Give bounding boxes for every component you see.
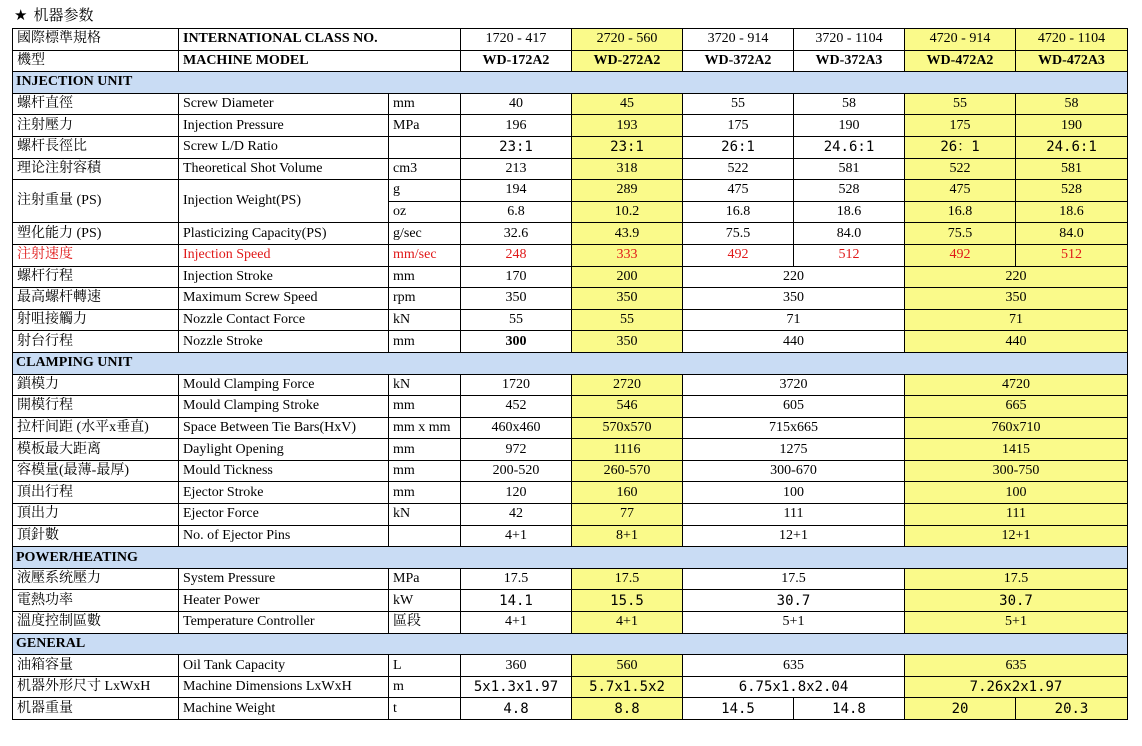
row-label-en: No. of Ejector Pins: [179, 525, 389, 547]
unit-cell: MPa: [389, 568, 461, 590]
value-cell: 522: [905, 158, 1016, 180]
row-label-en: Machine Weight: [179, 698, 389, 720]
value-cell: 333: [572, 244, 683, 266]
unit-cell: mm/sec: [389, 244, 461, 266]
value-cell: 17.5: [905, 568, 1128, 590]
row-label-en: Screw L/D Ratio: [179, 136, 389, 158]
value-cell: 512: [1016, 244, 1128, 266]
value-cell: 12+1: [683, 525, 905, 547]
row-label-en: Machine Dimensions LxWxH: [179, 676, 389, 698]
row-label-cn: 理论注射容積: [13, 158, 179, 180]
value-cell: 4+1: [461, 612, 572, 634]
value-cell: 2720: [572, 374, 683, 396]
row-label-cn: 注射壓力: [13, 115, 179, 137]
value-cell: 492: [905, 244, 1016, 266]
value-cell: 318: [572, 158, 683, 180]
unit-cell: g/sec: [389, 223, 461, 245]
row-label-cn: 電熱功率: [13, 590, 179, 612]
value-cell: 715x665: [683, 417, 905, 439]
row-label-cn: 模板最大距离: [13, 439, 179, 461]
row-label-en: MACHINE MODEL: [179, 50, 461, 72]
value-cell: 18.6: [1016, 201, 1128, 223]
value-cell: 546: [572, 396, 683, 418]
row-nozzle-stroke: [13, 331, 1128, 353]
row-label-en: Injection Speed: [179, 244, 389, 266]
value-cell: 71: [905, 309, 1128, 331]
section-title: POWER/HEATING: [13, 547, 1128, 569]
value-cell: 55: [572, 309, 683, 331]
unit-cell: kN: [389, 309, 461, 331]
row-label-en: Screw Diameter: [179, 93, 389, 115]
value-cell: 350: [572, 288, 683, 310]
unit-cell: [389, 136, 461, 158]
row-label-en: Daylight Opening: [179, 439, 389, 461]
value-cell: 42: [461, 504, 572, 526]
model-cell: WD-172A2: [461, 50, 572, 72]
value-cell: 570x570: [572, 417, 683, 439]
value-cell: 440: [683, 331, 905, 353]
value-cell: 360: [461, 655, 572, 677]
unit-cell: [389, 525, 461, 547]
value-cell: 260-570: [572, 460, 683, 482]
row-label-cn: 溫度控制區數: [13, 612, 179, 634]
row-label-cn: 机器重量: [13, 698, 179, 720]
row-label-cn: 射咀接觸力: [13, 309, 179, 331]
value-cell: 175: [905, 115, 1016, 137]
class-cell: 3720 - 1104: [794, 29, 905, 51]
value-cell: 20: [905, 698, 1016, 720]
value-cell: 58: [794, 93, 905, 115]
row-label-en: Nozzle Contact Force: [179, 309, 389, 331]
row-nozzle-force: [13, 309, 1128, 331]
row-label-en: Plasticizing Capacity(PS): [179, 223, 389, 245]
value-cell: 220: [905, 266, 1128, 288]
row-temp-controller: [13, 612, 1128, 634]
unit-cell: mm: [389, 482, 461, 504]
value-cell: 84.0: [1016, 223, 1128, 245]
unit-cell: kN: [389, 374, 461, 396]
value-cell: 100: [683, 482, 905, 504]
row-plasticizing: [13, 223, 1128, 245]
value-cell: 512: [794, 244, 905, 266]
row-label-cn: 液壓系统壓力: [13, 568, 179, 590]
value-cell: 475: [683, 180, 794, 202]
row-label-en: Oil Tank Capacity: [179, 655, 389, 677]
unit-cell: mm: [389, 396, 461, 418]
value-cell: 5+1: [905, 612, 1128, 634]
row-dimensions: [13, 676, 1128, 698]
unit-cell: t: [389, 698, 461, 720]
row-clamping-stroke: [13, 396, 1128, 418]
value-cell: 4+1: [572, 612, 683, 634]
row-label-en: Injection Weight(PS): [179, 180, 389, 223]
value-cell: 26:1: [683, 136, 794, 158]
value-cell: 665: [905, 396, 1128, 418]
value-cell: 560: [572, 655, 683, 677]
model-cell: WD-272A2: [572, 50, 683, 72]
class-cell: 4720 - 1104: [1016, 29, 1128, 51]
value-cell: 75.5: [905, 223, 1016, 245]
value-cell: 40: [461, 93, 572, 115]
row-label-en: Maximum Screw Speed: [179, 288, 389, 310]
unit-cell: kN: [389, 504, 461, 526]
model-cell: WD-472A3: [1016, 50, 1128, 72]
value-cell: 43.9: [572, 223, 683, 245]
section-title: CLAMPING UNIT: [13, 352, 1128, 374]
unit-cell: oz: [389, 201, 461, 223]
value-cell: 175: [683, 115, 794, 137]
unit-cell: MPa: [389, 115, 461, 137]
value-cell: 30.7: [683, 590, 905, 612]
row-injection-speed: [13, 244, 1128, 266]
unit-cell: mm: [389, 460, 461, 482]
value-cell: 196: [461, 115, 572, 137]
section-clamping: [13, 352, 1128, 374]
row-label-en: Space Between Tie Bars(HxV): [179, 417, 389, 439]
row-max-screw-speed: [13, 288, 1128, 310]
value-cell: 635: [905, 655, 1128, 677]
value-cell: 14.1: [461, 590, 572, 612]
row-label-cn: 塑化能力 (PS): [13, 223, 179, 245]
value-cell: 58: [1016, 93, 1128, 115]
value-cell: 23:1: [461, 136, 572, 158]
value-cell: 300-750: [905, 460, 1128, 482]
row-label-cn: 機型: [13, 50, 179, 72]
value-cell: 475: [905, 180, 1016, 202]
unit-cell: L: [389, 655, 461, 677]
value-cell: 111: [683, 504, 905, 526]
value-cell: 289: [572, 180, 683, 202]
value-cell: 84.0: [794, 223, 905, 245]
value-cell: 300: [461, 331, 572, 353]
value-cell: 5.7x1.5x2: [572, 676, 683, 698]
row-label-cn: 頂針數: [13, 525, 179, 547]
unit-cell: cm3: [389, 158, 461, 180]
row-label-cn: 國際標準規格: [13, 29, 179, 51]
value-cell: 15.5: [572, 590, 683, 612]
value-cell: 1415: [905, 439, 1128, 461]
class-cell: 4720 - 914: [905, 29, 1016, 51]
section-title: INJECTION UNIT: [13, 72, 1128, 94]
row-heater-power: [13, 590, 1128, 612]
row-ejector-stroke: [13, 482, 1128, 504]
value-cell: 1720: [461, 374, 572, 396]
row-ejector-force: [13, 504, 1128, 526]
value-cell: 350: [461, 288, 572, 310]
value-cell: 581: [794, 158, 905, 180]
unit-cell: mm: [389, 439, 461, 461]
value-cell: 100: [905, 482, 1128, 504]
row-clamping-force: [13, 374, 1128, 396]
unit-cell: kW: [389, 590, 461, 612]
row-label-en: Theoretical Shot Volume: [179, 158, 389, 180]
row-label-en: Ejector Force: [179, 504, 389, 526]
value-cell: 8.8: [572, 698, 683, 720]
unit-cell: mm: [389, 266, 461, 288]
unit-cell: mm: [389, 331, 461, 353]
value-cell: 71: [683, 309, 905, 331]
value-cell: 4.8: [461, 698, 572, 720]
row-label-en: Temperature Controller: [179, 612, 389, 634]
value-cell: 111: [905, 504, 1128, 526]
value-cell: 300-670: [683, 460, 905, 482]
model-cell: WD-372A2: [683, 50, 794, 72]
value-cell: 18.6: [794, 201, 905, 223]
value-cell: 24.6:1: [794, 136, 905, 158]
row-label-cn: 注射速度: [13, 244, 179, 266]
value-cell: 77: [572, 504, 683, 526]
value-cell: 23:1: [572, 136, 683, 158]
value-cell: 7.26x2x1.97: [905, 676, 1128, 698]
row-label-cn: 螺杆行程: [13, 266, 179, 288]
value-cell: 6.8: [461, 201, 572, 223]
value-cell: 350: [572, 331, 683, 353]
row-label-cn: 螺杆直徑: [13, 93, 179, 115]
value-cell: 350: [905, 288, 1128, 310]
row-weight: [13, 698, 1128, 720]
row-ld-ratio: [13, 136, 1128, 158]
unit-cell: g: [389, 180, 461, 202]
value-cell: 460x460: [461, 417, 572, 439]
value-cell: 55: [683, 93, 794, 115]
value-cell: 528: [1016, 180, 1128, 202]
row-label-cn: 開模行程: [13, 396, 179, 418]
unit-cell: mm: [389, 93, 461, 115]
model-row: [13, 50, 1128, 72]
row-ejector-pins: [13, 525, 1128, 547]
row-label-cn: 最高螺杆轉速: [13, 288, 179, 310]
page-heading: [14, 4, 93, 26]
row-injection-weight-g: [13, 180, 1128, 202]
value-cell: 440: [905, 331, 1128, 353]
value-cell: 17.5: [683, 568, 905, 590]
class-row: [13, 29, 1128, 51]
value-cell: 6.75x1.8x2.04: [683, 676, 905, 698]
value-cell: 17.5: [572, 568, 683, 590]
page-title: 机器参数: [33, 6, 94, 24]
value-cell: 170: [461, 266, 572, 288]
value-cell: 120: [461, 482, 572, 504]
value-cell: 4720: [905, 374, 1128, 396]
value-cell: 160: [572, 482, 683, 504]
value-cell: 5x1.3x1.97: [461, 676, 572, 698]
row-label-cn: 注射重量 (PS): [13, 180, 179, 223]
row-label-en: Mould Tickness: [179, 460, 389, 482]
value-cell: 30.7: [905, 590, 1128, 612]
row-label-en: Injection Pressure: [179, 115, 389, 137]
row-tie-bars: [13, 417, 1128, 439]
value-cell: 200: [572, 266, 683, 288]
row-label-cn: 容模量(最薄-最厚): [13, 460, 179, 482]
value-cell: 17.5: [461, 568, 572, 590]
value-cell: 635: [683, 655, 905, 677]
value-cell: 220: [683, 266, 905, 288]
spec-table: [12, 28, 1128, 720]
value-cell: 16.8: [905, 201, 1016, 223]
value-cell: 194: [461, 180, 572, 202]
row-label-en: System Pressure: [179, 568, 389, 590]
class-cell: 1720 - 417: [461, 29, 572, 51]
value-cell: 32.6: [461, 223, 572, 245]
value-cell: 605: [683, 396, 905, 418]
row-injection-stroke: [13, 266, 1128, 288]
value-cell: 8+1: [572, 525, 683, 547]
value-cell: 972: [461, 439, 572, 461]
section-injection: [13, 72, 1128, 94]
value-cell: 20.3: [1016, 698, 1128, 720]
value-cell: 1275: [683, 439, 905, 461]
value-cell: 492: [683, 244, 794, 266]
value-cell: 45: [572, 93, 683, 115]
unit-cell: m: [389, 676, 461, 698]
class-cell: 2720 - 560: [572, 29, 683, 51]
value-cell: 55: [905, 93, 1016, 115]
value-cell: 55: [461, 309, 572, 331]
row-label-cn: 頂出力: [13, 504, 179, 526]
value-cell: 12+1: [905, 525, 1128, 547]
value-cell: 1116: [572, 439, 683, 461]
value-cell: 24.6:1: [1016, 136, 1128, 158]
row-label-cn: 油箱容量: [13, 655, 179, 677]
row-label-cn: 机器外形尺寸 LxWxH: [13, 676, 179, 698]
class-cell: 3720 - 914: [683, 29, 794, 51]
value-cell: 10.2: [572, 201, 683, 223]
row-system-pressure: [13, 568, 1128, 590]
value-cell: 190: [794, 115, 905, 137]
row-label-cn: 頂出行程: [13, 482, 179, 504]
row-label-en: Injection Stroke: [179, 266, 389, 288]
value-cell: 248: [461, 244, 572, 266]
unit-cell: 區段: [389, 612, 461, 634]
row-label-en: Nozzle Stroke: [179, 331, 389, 353]
value-cell: 760x710: [905, 417, 1128, 439]
value-cell: 350: [683, 288, 905, 310]
section-power: [13, 547, 1128, 569]
value-cell: 14.5: [683, 698, 794, 720]
value-cell: 528: [794, 180, 905, 202]
value-cell: 581: [1016, 158, 1128, 180]
model-cell: WD-372A3: [794, 50, 905, 72]
row-mould-thickness: [13, 460, 1128, 482]
row-label-en: Mould Clamping Force: [179, 374, 389, 396]
value-cell: 3720: [683, 374, 905, 396]
model-cell: WD-472A2: [905, 50, 1016, 72]
row-screw-diameter: [13, 93, 1128, 115]
section-title: GENERAL: [13, 633, 1128, 655]
value-cell: 75.5: [683, 223, 794, 245]
row-daylight: [13, 439, 1128, 461]
value-cell: 522: [683, 158, 794, 180]
value-cell: 213: [461, 158, 572, 180]
row-label-en: Mould Clamping Stroke: [179, 396, 389, 418]
row-label-en: INTERNATIONAL CLASS NO.: [179, 29, 461, 51]
row-label-cn: 鎖模力: [13, 374, 179, 396]
value-cell: 200-520: [461, 460, 572, 482]
row-label-cn: 拉杆间距 (水平x垂直): [13, 417, 179, 439]
value-cell: 16.8: [683, 201, 794, 223]
value-cell: 26：1: [905, 136, 1016, 158]
star-icon: ★: [14, 6, 28, 24]
row-shot-volume: [13, 158, 1128, 180]
value-cell: 4+1: [461, 525, 572, 547]
unit-cell: rpm: [389, 288, 461, 310]
value-cell: 5+1: [683, 612, 905, 634]
section-general: [13, 633, 1128, 655]
row-injection-pressure: [13, 115, 1128, 137]
row-label-en: Ejector Stroke: [179, 482, 389, 504]
value-cell: 452: [461, 396, 572, 418]
row-oil-tank: [13, 655, 1128, 677]
row-label-en: Heater Power: [179, 590, 389, 612]
row-label-cn: 螺杆長徑比: [13, 136, 179, 158]
row-label-cn: 射台行程: [13, 331, 179, 353]
value-cell: 193: [572, 115, 683, 137]
value-cell: 14.8: [794, 698, 905, 720]
unit-cell: mm x mm: [389, 417, 461, 439]
value-cell: 190: [1016, 115, 1128, 137]
